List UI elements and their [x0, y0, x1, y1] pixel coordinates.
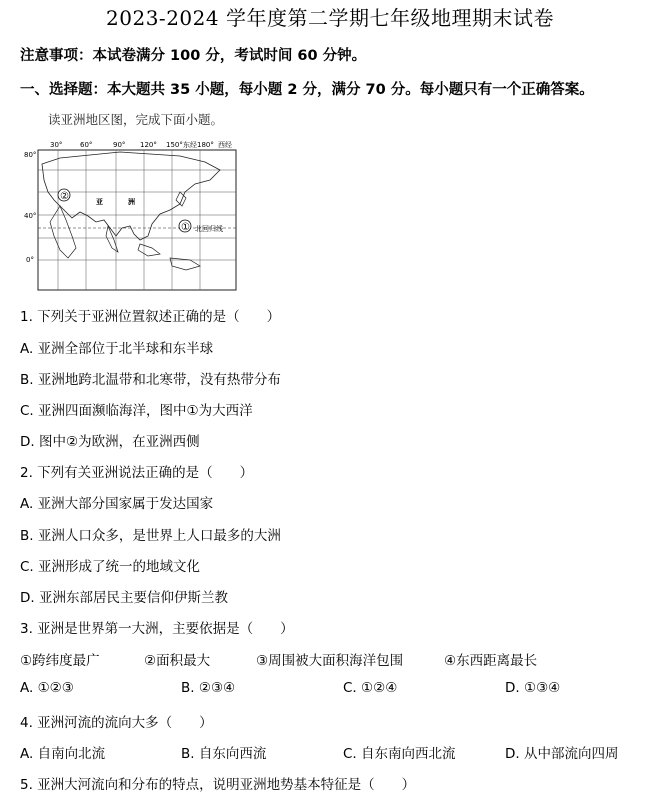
notice: 注意事项：本试卷满分 100 分，考试时间 60 分钟。 — [20, 48, 367, 64]
lon-label-180: 东经180° — [183, 141, 214, 149]
question-1-option-a[interactable]: A. 亚洲全部位于北半球和东半球 — [20, 341, 214, 357]
section-heading: 一、选择题：本大题共 35 小题，每小题 2 分，满分 70 分。每小题只有一个正确答案。 — [20, 82, 594, 98]
question-3-item-4: ④东西距离最长 — [444, 653, 538, 669]
question-2-option-d[interactable]: D. 亚洲东部居民主要信仰伊斯兰教 — [20, 590, 228, 606]
lat-label-0: 0° — [26, 256, 34, 264]
question-2-option-b[interactable]: B. 亚洲人口众多，是世界上人口最多的大洲 — [20, 528, 281, 544]
lon-label-west: 西经 — [218, 141, 232, 149]
question-4-option-b[interactable]: B. 自东向西流 — [181, 746, 267, 762]
question-1-stem: 1. 下列关于亚洲位置叙述正确的是（ ） — [20, 309, 281, 325]
question-3-item-1: ①跨纬度最广 — [20, 653, 100, 669]
lat-label-40: 40° — [24, 212, 37, 220]
question-2-option-a[interactable]: A. 亚洲大部分国家属于发达国家 — [20, 496, 214, 512]
question-4-option-a[interactable]: A. 自南向北流 — [20, 746, 106, 762]
lat-label-80: 80° — [24, 151, 37, 159]
question-3-option-a[interactable]: A. ①②③ — [20, 680, 74, 696]
question-1-option-d[interactable]: D. 图中②为欧洲，在亚洲西侧 — [20, 434, 200, 450]
question-5-stem: 5. 亚洲大河流向和分布的特点，说明亚洲地势基本特征是（ ） — [20, 777, 416, 793]
label-europe: ② — [60, 191, 69, 202]
label-asia-1: 亚 — [96, 198, 103, 206]
question-3-item-3: ③周围被大面积海洋包围 — [256, 653, 404, 669]
asia-map — [20, 140, 240, 292]
label-asia-2: 洲 — [128, 198, 135, 206]
question-4-option-c[interactable]: C. 自东南向西北流 — [343, 746, 456, 762]
lon-label-90: 90° — [113, 141, 126, 149]
question-4-option-d[interactable]: D. 从中部流向四周 — [505, 746, 619, 762]
lon-label-60: 60° — [80, 141, 93, 149]
lon-label-120: 120° — [140, 141, 157, 149]
question-3-option-c[interactable]: C. ①②④ — [343, 680, 398, 696]
question-2-stem: 2. 下列有关亚洲说法正确的是（ ） — [20, 465, 254, 481]
lon-label-30: 30° — [50, 141, 63, 149]
lon-label-150: 150° — [166, 141, 183, 149]
question-1-option-b[interactable]: B. 亚洲地跨北温带和北寒带，没有热带分布 — [20, 372, 281, 388]
label-ocean: ① — [181, 222, 190, 233]
label-tropic: 北回归线 — [195, 225, 223, 233]
question-1-option-c[interactable]: C. 亚洲四面濒临海洋，图中①为大西洋 — [20, 403, 253, 419]
page-title: 2023-2024 学年度第二学期七年级地理期末试卷 — [106, 6, 554, 30]
question-4-stem: 4. 亚洲河流的流向大多（ ） — [20, 715, 213, 731]
question-2-option-c[interactable]: C. 亚洲形成了统一的地域文化 — [20, 559, 201, 575]
question-3-option-b[interactable]: B. ②③④ — [181, 680, 236, 696]
question-3-item-2: ②面积最大 — [144, 653, 211, 669]
map-intro: 读亚洲地区图，完成下面小题。 — [48, 112, 224, 127]
question-3-stem: 3. 亚洲是世界第一大洲，主要依据是（ ） — [20, 621, 294, 637]
asia-map-figure — [20, 140, 240, 292]
question-3-option-d[interactable]: D. ①③④ — [505, 680, 561, 696]
